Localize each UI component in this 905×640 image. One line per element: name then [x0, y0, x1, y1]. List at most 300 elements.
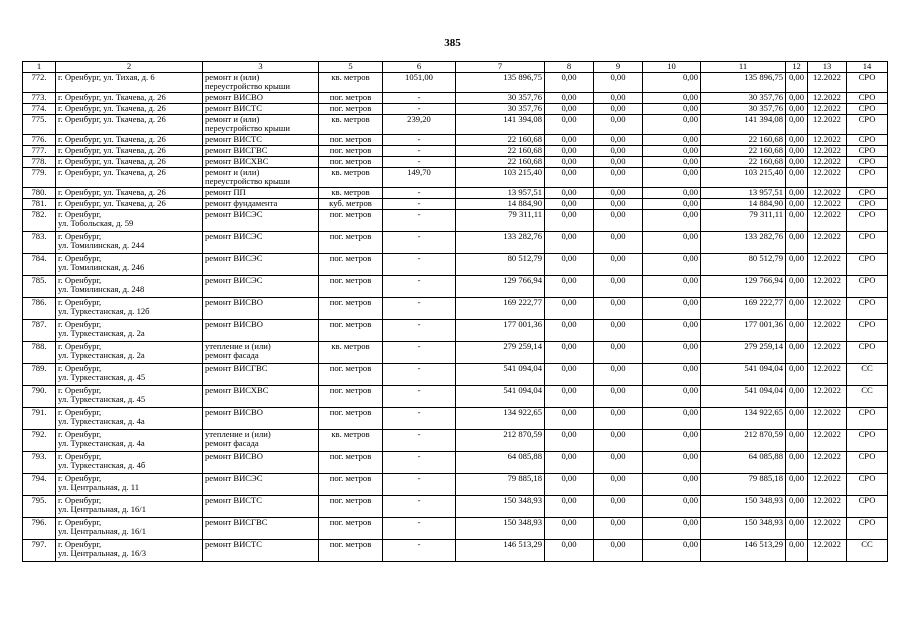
- budget-local-cell: 0,00: [643, 298, 701, 320]
- work-type-cell-line: утепление и (или): [205, 429, 271, 439]
- address-cell: [56, 408, 203, 430]
- row-number: 797.: [23, 540, 56, 562]
- column-number-header-row: [23, 62, 888, 73]
- area-cell: -: [383, 188, 456, 199]
- work-type-cell: [203, 199, 319, 210]
- deadline-cell: 12.2022: [808, 93, 847, 104]
- other-funds-cell: 0,00: [786, 146, 808, 157]
- deadline-cell: 12.2022: [808, 157, 847, 168]
- budget-local-cell: 0,00: [643, 135, 701, 146]
- work-type-cell: [203, 157, 319, 168]
- other-funds-cell: 0,00: [786, 298, 808, 320]
- budget-subject-cell: 0,00: [594, 73, 643, 93]
- work-type-cell-line: ремонт ВИСТС: [205, 103, 263, 113]
- budget-local-cell: 0,00: [643, 386, 701, 408]
- table-row: [23, 232, 888, 254]
- other-funds-cell: 0,00: [786, 210, 808, 232]
- fund-cell: 0,00: [545, 93, 594, 104]
- address-cell-line: г. Оренбург,: [58, 275, 102, 285]
- budget-local-cell: 0,00: [643, 496, 701, 518]
- address-cell-line: г. Оренбург, ул. Ткачева, д. 26: [58, 92, 166, 102]
- other-funds-cell: 0,00: [786, 386, 808, 408]
- fund-cell: 0,00: [545, 342, 594, 364]
- fund-cell: 0,00: [545, 115, 594, 135]
- deadline-cell: 12.2022: [808, 518, 847, 540]
- owners-funds-cell: 13 957,51: [701, 188, 786, 199]
- address-cell-line: г. Оренбург,: [58, 253, 102, 263]
- address-cell-line: ул. Центральная, д. 16/3: [58, 548, 146, 559]
- owners-funds-cell: 177 001,36: [701, 320, 786, 342]
- table-row: [23, 135, 888, 146]
- table-row: [23, 298, 888, 320]
- column-header: 2: [56, 62, 203, 73]
- address-cell-line: г. Оренбург, ул. Ткачева, д. 26: [58, 103, 166, 113]
- unit-cell: пог. метров: [319, 364, 383, 386]
- unit-cell: пог. метров: [319, 496, 383, 518]
- address-cell-line: ул. Туркестанская, д. 45: [58, 394, 146, 405]
- work-type-cell: [203, 364, 319, 386]
- work-type-cell: [203, 146, 319, 157]
- address-cell-line: ул. Туркестанская, д. 2а: [58, 328, 145, 339]
- budget-local-cell: 0,00: [643, 408, 701, 430]
- budget-local-cell: 0,00: [643, 73, 701, 93]
- budget-subject-cell: 0,00: [594, 188, 643, 199]
- address-cell: [56, 168, 203, 188]
- owners-funds-cell: 103 215,40: [701, 168, 786, 188]
- cost-total-cell: 22 160,68: [456, 135, 545, 146]
- work-type-cell-line: ремонт ВИСГВС: [205, 363, 268, 373]
- budget-local-cell: 0,00: [643, 157, 701, 168]
- work-type-cell: [203, 474, 319, 496]
- work-type-cell-line: ремонт и (или): [205, 114, 260, 124]
- table-row: [23, 104, 888, 115]
- work-type-cell-line: ремонт ВИСВО: [205, 92, 263, 102]
- work-type-cell-line: ремонт ВИСВО: [205, 319, 263, 329]
- other-funds-cell: 0,00: [786, 168, 808, 188]
- area-cell: -: [383, 320, 456, 342]
- row-number: 789.: [23, 364, 56, 386]
- table-row: [23, 276, 888, 298]
- work-type-cell: [203, 342, 319, 364]
- other-funds-cell: 0,00: [786, 254, 808, 276]
- owners-funds-cell: 79 311,11: [701, 210, 786, 232]
- method-cell: СРО: [847, 135, 888, 146]
- area-cell: -: [383, 298, 456, 320]
- unit-cell: кв. метров: [319, 188, 383, 199]
- area-cell: 1051,00: [383, 73, 456, 93]
- owners-funds-cell: 212 870,59: [701, 430, 786, 452]
- work-type-cell: [203, 408, 319, 430]
- deadline-cell: 12.2022: [808, 146, 847, 157]
- address-cell: [56, 496, 203, 518]
- budget-local-cell: 0,00: [643, 474, 701, 496]
- row-number: 796.: [23, 518, 56, 540]
- method-cell: СРО: [847, 320, 888, 342]
- budget-local-cell: 0,00: [643, 93, 701, 104]
- method-cell: СРО: [847, 430, 888, 452]
- method-cell: СРО: [847, 496, 888, 518]
- work-type-cell: [203, 386, 319, 408]
- fund-cell: 0,00: [545, 474, 594, 496]
- work-type-cell: [203, 518, 319, 540]
- deadline-cell: 12.2022: [808, 364, 847, 386]
- fund-cell: 0,00: [545, 320, 594, 342]
- work-type-cell-line: переустройство крыши: [205, 123, 290, 134]
- work-type-cell-line: ремонт ВИСЭС: [205, 473, 263, 483]
- method-cell: СРО: [847, 115, 888, 135]
- budget-subject-cell: 0,00: [594, 320, 643, 342]
- cost-total-cell: 103 215,40: [456, 168, 545, 188]
- row-number: 772.: [23, 73, 56, 93]
- row-number: 788.: [23, 342, 56, 364]
- budget-subject-cell: 0,00: [594, 254, 643, 276]
- method-cell: СРО: [847, 188, 888, 199]
- area-cell: -: [383, 518, 456, 540]
- unit-cell: пог. метров: [319, 232, 383, 254]
- address-cell: [56, 276, 203, 298]
- work-type-cell: [203, 115, 319, 135]
- unit-cell: кв. метров: [319, 168, 383, 188]
- unit-cell: пог. метров: [319, 408, 383, 430]
- fund-cell: 0,00: [545, 188, 594, 199]
- area-cell: -: [383, 364, 456, 386]
- budget-subject-cell: 0,00: [594, 474, 643, 496]
- owners-funds-cell: 541 094,04: [701, 364, 786, 386]
- cost-total-cell: 30 357,76: [456, 93, 545, 104]
- address-cell: [56, 146, 203, 157]
- other-funds-cell: 0,00: [786, 93, 808, 104]
- work-type-cell-line: переустройство крыши: [205, 81, 290, 92]
- other-funds-cell: 0,00: [786, 342, 808, 364]
- cost-total-cell: 212 870,59: [456, 430, 545, 452]
- address-cell-line: г. Оренбург,: [58, 209, 102, 219]
- work-type-cell-line: ремонт ПП: [205, 187, 246, 197]
- table-row: [23, 93, 888, 104]
- owners-funds-cell: 169 222,77: [701, 298, 786, 320]
- work-type-cell: [203, 254, 319, 276]
- other-funds-cell: 0,00: [786, 199, 808, 210]
- address-cell-line: г. Оренбург, ул. Ткачева, д. 26: [58, 145, 166, 155]
- address-cell-line: г. Оренбург,: [58, 429, 102, 439]
- area-cell: -: [383, 104, 456, 115]
- owners-funds-cell: 146 513,29: [701, 540, 786, 562]
- column-header: 10: [643, 62, 701, 73]
- work-type-cell: [203, 276, 319, 298]
- unit-cell: пог. метров: [319, 298, 383, 320]
- owners-funds-cell: 541 094,04: [701, 386, 786, 408]
- address-cell-line: ул. Туркестанская, д. 45: [58, 372, 146, 383]
- address-cell-line: г. Оренбург,: [58, 473, 102, 483]
- budget-subject-cell: 0,00: [594, 146, 643, 157]
- deadline-cell: 12.2022: [808, 320, 847, 342]
- cost-total-cell: 135 896,75: [456, 73, 545, 93]
- fund-cell: 0,00: [545, 452, 594, 474]
- budget-local-cell: 0,00: [643, 168, 701, 188]
- work-type-cell-line: ремонт ВИСВО: [205, 297, 263, 307]
- work-type-cell-line: ремонт ВИСГВС: [205, 145, 268, 155]
- deadline-cell: 12.2022: [808, 115, 847, 135]
- other-funds-cell: 0,00: [786, 157, 808, 168]
- budget-local-cell: 0,00: [643, 430, 701, 452]
- work-type-cell-line: ремонт фундамента: [205, 198, 278, 208]
- address-cell-line: г. Оренбург,: [58, 407, 102, 417]
- method-cell: СРО: [847, 276, 888, 298]
- cost-total-cell: 150 348,93: [456, 518, 545, 540]
- owners-funds-cell: 135 896,75: [701, 73, 786, 93]
- budget-subject-cell: 0,00: [594, 93, 643, 104]
- row-number: 781.: [23, 199, 56, 210]
- work-type-cell-line: ремонт ВИСВО: [205, 407, 263, 417]
- column-header: 8: [545, 62, 594, 73]
- table-row: [23, 452, 888, 474]
- address-cell-line: г. Оренбург,: [58, 363, 102, 373]
- budget-subject-cell: 0,00: [594, 342, 643, 364]
- method-cell: СРО: [847, 210, 888, 232]
- row-number: 777.: [23, 146, 56, 157]
- table-row: [23, 157, 888, 168]
- owners-funds-cell: 279 259,14: [701, 342, 786, 364]
- table-row: [23, 320, 888, 342]
- work-type-cell-line: ремонт ВИСЭС: [205, 275, 263, 285]
- work-type-cell-line: ремонт ВИСХВС: [205, 156, 269, 166]
- other-funds-cell: 0,00: [786, 276, 808, 298]
- address-cell: [56, 254, 203, 276]
- table-row: [23, 386, 888, 408]
- address-cell: [56, 73, 203, 93]
- owners-funds-cell: 150 348,93: [701, 496, 786, 518]
- work-type-cell-line: ремонт ВИСЭС: [205, 231, 263, 241]
- method-cell: СРО: [847, 168, 888, 188]
- cost-total-cell: 129 766,94: [456, 276, 545, 298]
- budget-subject-cell: 0,00: [594, 518, 643, 540]
- address-cell-line: г. Оренбург,: [58, 341, 102, 351]
- fund-cell: 0,00: [545, 210, 594, 232]
- fund-cell: 0,00: [545, 232, 594, 254]
- deadline-cell: 12.2022: [808, 135, 847, 146]
- fund-cell: 0,00: [545, 298, 594, 320]
- work-type-cell-line: ремонт ВИСТС: [205, 539, 263, 549]
- cost-total-cell: 79 885,18: [456, 474, 545, 496]
- address-cell: [56, 518, 203, 540]
- method-cell: СРО: [847, 452, 888, 474]
- address-cell-line: ул. Томилинская, д. 248: [58, 284, 145, 295]
- row-number: 794.: [23, 474, 56, 496]
- work-type-cell: [203, 452, 319, 474]
- address-cell-line: г. Оренбург,: [58, 495, 102, 505]
- column-header: 14: [847, 62, 888, 73]
- page-number: 385: [444, 37, 461, 49]
- fund-cell: 0,00: [545, 276, 594, 298]
- area-cell: -: [383, 496, 456, 518]
- fund-cell: 0,00: [545, 104, 594, 115]
- other-funds-cell: 0,00: [786, 452, 808, 474]
- work-type-cell-line: ремонт ВИСЭС: [205, 209, 263, 219]
- method-cell: СС: [847, 364, 888, 386]
- address-cell: [56, 364, 203, 386]
- unit-cell: пог. метров: [319, 93, 383, 104]
- table-row: [23, 168, 888, 188]
- address-cell: [56, 320, 203, 342]
- method-cell: СС: [847, 386, 888, 408]
- fund-cell: 0,00: [545, 364, 594, 386]
- cost-total-cell: 134 922,65: [456, 408, 545, 430]
- other-funds-cell: 0,00: [786, 73, 808, 93]
- fund-cell: 0,00: [545, 430, 594, 452]
- row-number: 780.: [23, 188, 56, 199]
- cost-total-cell: 177 001,36: [456, 320, 545, 342]
- row-number: 782.: [23, 210, 56, 232]
- other-funds-cell: 0,00: [786, 474, 808, 496]
- address-cell-line: ул. Томилинская, д. 244: [58, 240, 145, 251]
- budget-subject-cell: 0,00: [594, 540, 643, 562]
- work-type-cell: [203, 188, 319, 199]
- owners-funds-cell: 141 394,08: [701, 115, 786, 135]
- work-type-cell: [203, 320, 319, 342]
- table-row: [23, 474, 888, 496]
- other-funds-cell: 0,00: [786, 320, 808, 342]
- owners-funds-cell: 79 885,18: [701, 474, 786, 496]
- work-type-cell-line: ремонт ВИСТС: [205, 134, 263, 144]
- budget-subject-cell: 0,00: [594, 276, 643, 298]
- unit-cell: пог. метров: [319, 104, 383, 115]
- other-funds-cell: 0,00: [786, 115, 808, 135]
- cost-total-cell: 279 259,14: [456, 342, 545, 364]
- other-funds-cell: 0,00: [786, 496, 808, 518]
- other-funds-cell: 0,00: [786, 104, 808, 115]
- deadline-cell: 12.2022: [808, 254, 847, 276]
- area-cell: 149,70: [383, 168, 456, 188]
- row-number: 783.: [23, 232, 56, 254]
- work-type-cell-line: ремонт и (или): [205, 167, 260, 177]
- other-funds-cell: 0,00: [786, 135, 808, 146]
- address-cell: [56, 115, 203, 135]
- owners-funds-cell: 14 884,90: [701, 199, 786, 210]
- column-header: 1: [23, 62, 56, 73]
- work-type-cell-line: ремонт ВИСТС: [205, 495, 263, 505]
- deadline-cell: 12.2022: [808, 540, 847, 562]
- unit-cell: пог. метров: [319, 210, 383, 232]
- work-type-cell: [203, 232, 319, 254]
- area-cell: -: [383, 157, 456, 168]
- owners-funds-cell: 22 160,68: [701, 157, 786, 168]
- deadline-cell: 12.2022: [808, 276, 847, 298]
- work-type-cell: [203, 496, 319, 518]
- method-cell: СРО: [847, 232, 888, 254]
- column-header: 9: [594, 62, 643, 73]
- owners-funds-cell: 133 282,76: [701, 232, 786, 254]
- row-number: 792.: [23, 430, 56, 452]
- work-type-cell-line: ремонт фасада: [205, 438, 259, 449]
- cost-total-cell: 169 222,77: [456, 298, 545, 320]
- unit-cell: кв. метров: [319, 342, 383, 364]
- cost-total-cell: 22 160,68: [456, 146, 545, 157]
- column-header: 5: [319, 62, 383, 73]
- unit-cell: пог. метров: [319, 135, 383, 146]
- table-row: [23, 518, 888, 540]
- other-funds-cell: 0,00: [786, 518, 808, 540]
- budget-local-cell: 0,00: [643, 452, 701, 474]
- area-cell: -: [383, 232, 456, 254]
- owners-funds-cell: 150 348,93: [701, 518, 786, 540]
- deadline-cell: 12.2022: [808, 474, 847, 496]
- budget-local-cell: 0,00: [643, 232, 701, 254]
- row-number: 791.: [23, 408, 56, 430]
- area-cell: -: [383, 93, 456, 104]
- deadline-cell: 12.2022: [808, 104, 847, 115]
- budget-local-cell: 0,00: [643, 276, 701, 298]
- area-cell: 239,20: [383, 115, 456, 135]
- work-type-cell-line: ремонт ВИСХВС: [205, 385, 269, 395]
- cost-total-cell: 150 348,93: [456, 496, 545, 518]
- method-cell: СС: [847, 540, 888, 562]
- owners-funds-cell: 22 160,68: [701, 146, 786, 157]
- work-type-cell: [203, 540, 319, 562]
- other-funds-cell: 0,00: [786, 188, 808, 199]
- unit-cell: пог. метров: [319, 518, 383, 540]
- address-cell: [56, 232, 203, 254]
- method-cell: СРО: [847, 518, 888, 540]
- budget-subject-cell: 0,00: [594, 364, 643, 386]
- column-header: 3: [203, 62, 319, 73]
- area-cell: -: [383, 342, 456, 364]
- work-type-cell: [203, 430, 319, 452]
- cost-total-cell: 79 311,11: [456, 210, 545, 232]
- deadline-cell: 12.2022: [808, 199, 847, 210]
- deadline-cell: 12.2022: [808, 232, 847, 254]
- address-cell: [56, 386, 203, 408]
- table-body: [23, 73, 888, 562]
- table-row: [23, 254, 888, 276]
- cost-total-cell: 541 094,04: [456, 364, 545, 386]
- unit-cell: пог. метров: [319, 386, 383, 408]
- area-cell: -: [383, 408, 456, 430]
- deadline-cell: 12.2022: [808, 188, 847, 199]
- address-cell: [56, 210, 203, 232]
- address-cell-line: ул. Туркестанская, д. 4а: [58, 416, 145, 427]
- address-cell-line: г. Оренбург,: [58, 451, 102, 461]
- address-cell-line: ул. Тобольская, д. 59: [58, 218, 134, 229]
- area-cell: -: [383, 386, 456, 408]
- row-number: 785.: [23, 276, 56, 298]
- fund-cell: 0,00: [545, 168, 594, 188]
- row-number: 787.: [23, 320, 56, 342]
- owners-funds-cell: 30 357,76: [701, 93, 786, 104]
- table-row: [23, 430, 888, 452]
- budget-local-cell: 0,00: [643, 320, 701, 342]
- row-number: 793.: [23, 452, 56, 474]
- address-cell-line: г. Оренбург,: [58, 297, 102, 307]
- column-header: 12: [786, 62, 808, 73]
- address-cell: [56, 135, 203, 146]
- cost-total-cell: 146 513,29: [456, 540, 545, 562]
- budget-subject-cell: 0,00: [594, 496, 643, 518]
- budget-local-cell: 0,00: [643, 199, 701, 210]
- area-cell: -: [383, 146, 456, 157]
- fund-cell: 0,00: [545, 386, 594, 408]
- budget-subject-cell: 0,00: [594, 298, 643, 320]
- cost-total-cell: 13 957,51: [456, 188, 545, 199]
- owners-funds-cell: 129 766,94: [701, 276, 786, 298]
- work-type-cell: [203, 210, 319, 232]
- address-cell-line: г. Оренбург,: [58, 231, 102, 241]
- address-cell-line: ул. Центральная, д. 16/1: [58, 504, 146, 515]
- method-cell: СРО: [847, 146, 888, 157]
- area-cell: -: [383, 135, 456, 146]
- table-row: [23, 115, 888, 135]
- table-row: [23, 540, 888, 562]
- address-cell-line: ул. Туркестанская, д. 4б: [58, 460, 146, 471]
- fund-cell: 0,00: [545, 408, 594, 430]
